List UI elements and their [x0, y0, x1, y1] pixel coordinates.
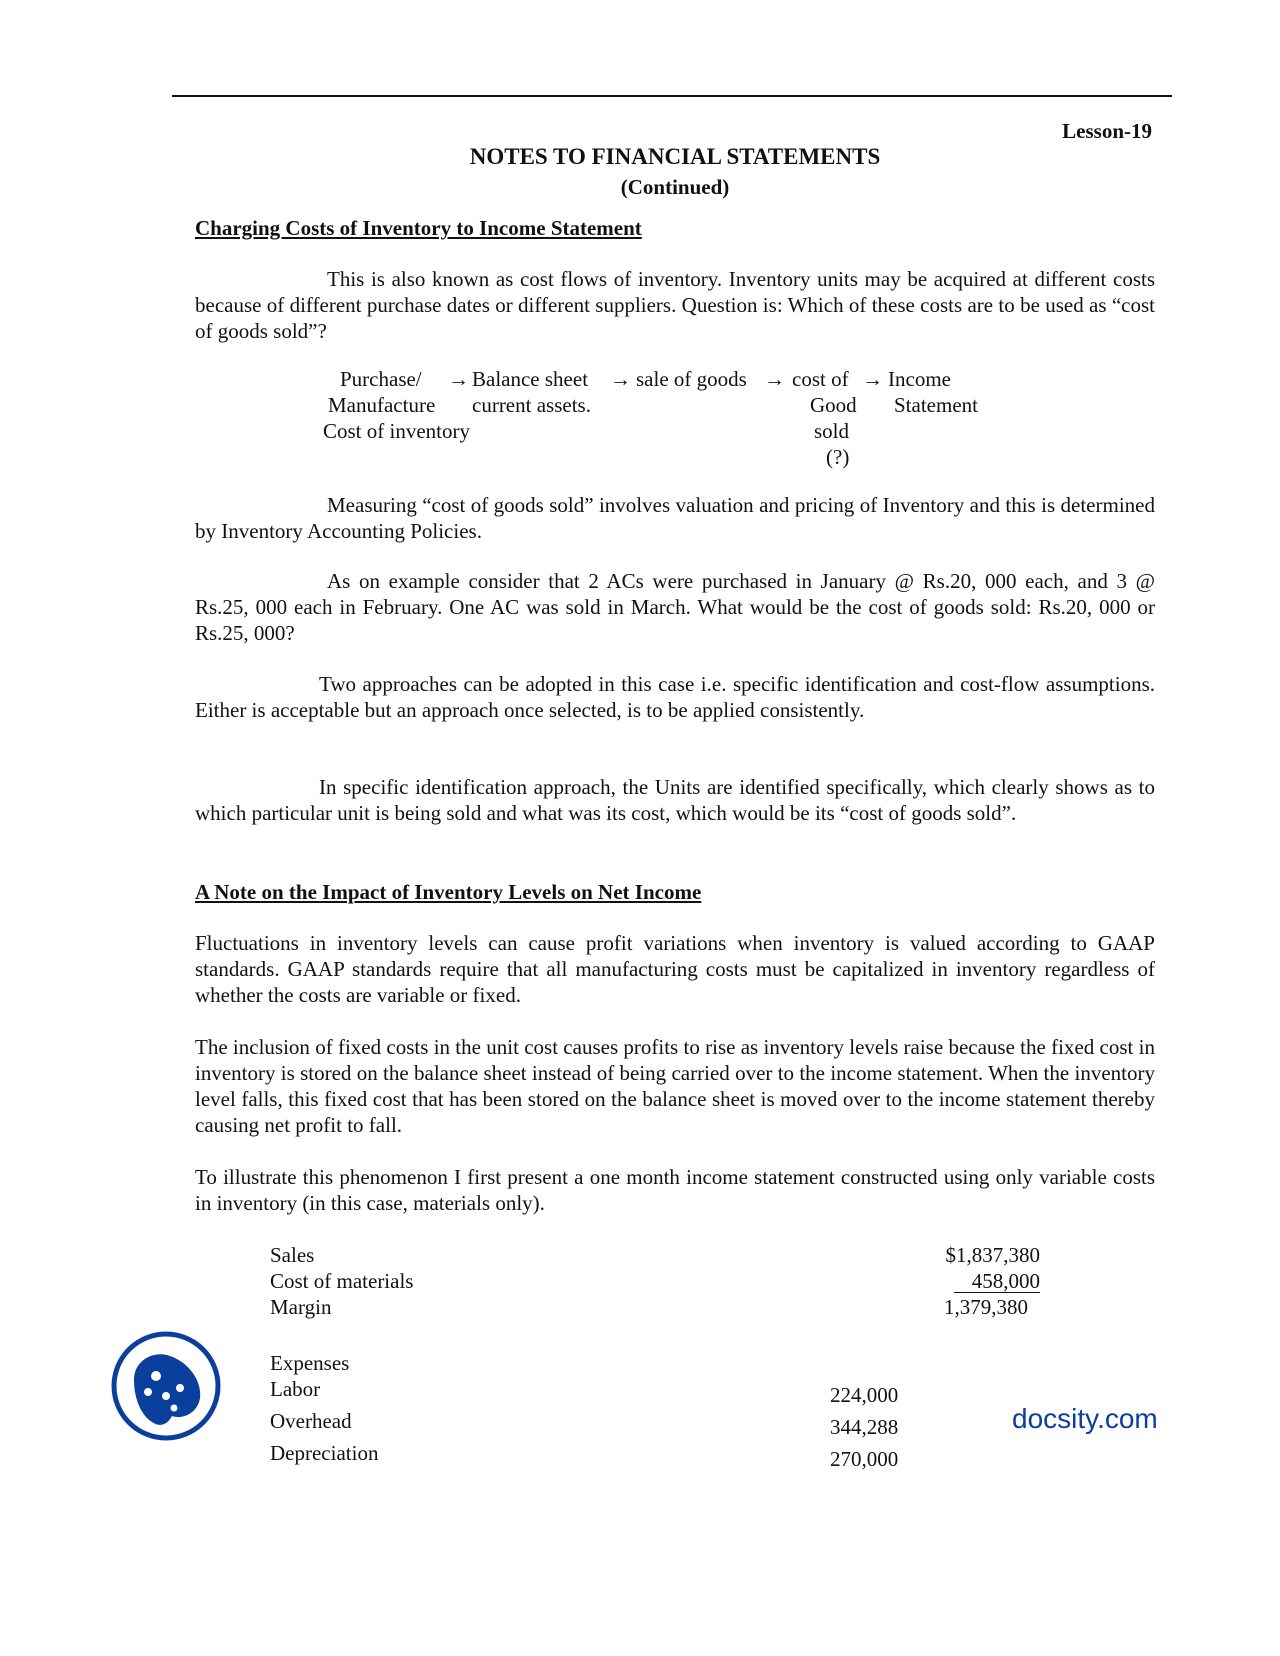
statement-overhead-label: Overhead	[270, 1409, 352, 1433]
paragraph-fluctuations: Fluctuations in inventory levels can cause profit variations when inventory is valued according to GAAP standards. GAAP standards require that all manufacturing costs must be capitalized in inventory regardless of whether the costs are variable or fixed.	[195, 931, 1155, 1007]
statement-materials-value	[940, 1268, 1040, 1294]
paragraph-fixed-costs: The inclusion of fixed costs in the unit cost causes profits to rise as inventory levels raise because the fixed cost in inventory is stored on the balance sheet instead of being carried over to the income statement. When the inventory level falls, this fixed cost that has been stored on the balance sheet is moved over to the income statement thereby causing net profit to fall.	[195, 1035, 1155, 1137]
paragraph-approaches	[195, 671, 1155, 723]
statement-sales-label: Sales	[270, 1243, 315, 1267]
statement-expenses-label: Expenses	[270, 1351, 350, 1375]
statement-depreciation-label: Depreciation	[270, 1441, 379, 1465]
flow-manufacture: Manufacture	[328, 393, 436, 417]
paragraph-approaches-text: Two approaches can be adopted in this case i.e. specific identification and cost-flow assumptions. Either is acceptable but an approach once selected, is to be applied consistently.	[195, 672, 1155, 722]
paragraph-example-text: As on example consider that 2 ACs were purchased in January @ Rs.20, 000 each, and 3 @ Rs.25, 000 each in February. One AC was sold in March. What would be the cost of goods sold: Rs.20, 000 or Rs.25, 000?	[195, 569, 1155, 645]
statement-depreciation-value: 270,000	[830, 1447, 899, 1471]
paragraph-example	[195, 568, 1155, 646]
statement-sales-value: $1,837,380	[945, 1243, 1040, 1267]
paragraph-cost-flows-text: This is also known as cost flows of inventory. Inventory units may be acquired at different costs because of different purchase dates or different suppliers. Question is: Which of these costs are to be used as “cost of goods sold”?	[195, 267, 1155, 343]
paragraph-specific-identification-text: In specific identification approach, the Units are identified specifically, which clearly shows as to which particular unit is being sold and what was its cost, which would be its “cost of goods sold”.	[195, 775, 1155, 825]
flow-arrow-4: →	[862, 367, 883, 391]
flow-balance-sheet: Balance sheet	[472, 367, 589, 391]
statement-materials-label: Cost of materials	[270, 1269, 414, 1293]
flow-income: Income	[888, 367, 951, 391]
flow-cost-of-inventory: Cost of inventory	[323, 419, 470, 443]
flow-sale-of-goods: sale of goods	[636, 367, 747, 391]
docsity-logo-icon	[110, 1330, 222, 1442]
flow-arrow-1: →	[448, 367, 469, 391]
docsity-brand: docsity.com	[1012, 1403, 1158, 1434]
statement-overhead-value: 344,288	[830, 1415, 899, 1439]
statement-margin-label: Margin	[270, 1295, 332, 1319]
paragraph-illustrate: To illustrate this phenomenon I first present a one month income statement constructed using only variable costs in inventory (in this case, materials only).	[195, 1165, 1155, 1215]
paragraph-measuring-text: Measuring “cost of goods sold” involves valuation and pricing of Inventory and this is determined by Inventory Accounting Policies.	[195, 493, 1155, 543]
flow-current-assets: current assets.	[472, 393, 591, 417]
flow-cost-of: cost of	[792, 367, 849, 391]
lesson-label: Lesson-19	[1062, 119, 1152, 143]
paragraph-measuring	[195, 492, 1155, 544]
top-rule	[172, 95, 1172, 97]
flow-arrow-3: →	[764, 367, 785, 391]
flow-statement: Statement	[894, 393, 978, 417]
page-subtitle: (Continued)	[620, 175, 730, 199]
statement-margin-value: 1,379,380	[944, 1295, 1028, 1319]
flow-good: Good	[810, 393, 857, 417]
flow-purchase: Purchase/	[340, 367, 422, 391]
page-title: NOTES TO FINANCIAL STATEMENTS	[469, 144, 881, 169]
flow-arrow-2: →	[610, 367, 631, 391]
flow-sold: sold	[814, 419, 850, 443]
statement-labor-label: Labor	[270, 1377, 321, 1401]
paragraph-cost-flows	[195, 266, 1155, 344]
paragraph-specific-identification	[195, 774, 1155, 826]
section-heading-impact: A Note on the Impact of Inventory Levels on Net Income	[195, 880, 702, 904]
section-heading-charging-costs: Charging Costs of Inventory to Income Statement	[195, 216, 642, 240]
flow-question: (?)	[826, 445, 850, 469]
statement-materials-value-text: 458,000	[954, 1270, 1040, 1293]
statement-labor-value: 224,000	[830, 1383, 899, 1407]
